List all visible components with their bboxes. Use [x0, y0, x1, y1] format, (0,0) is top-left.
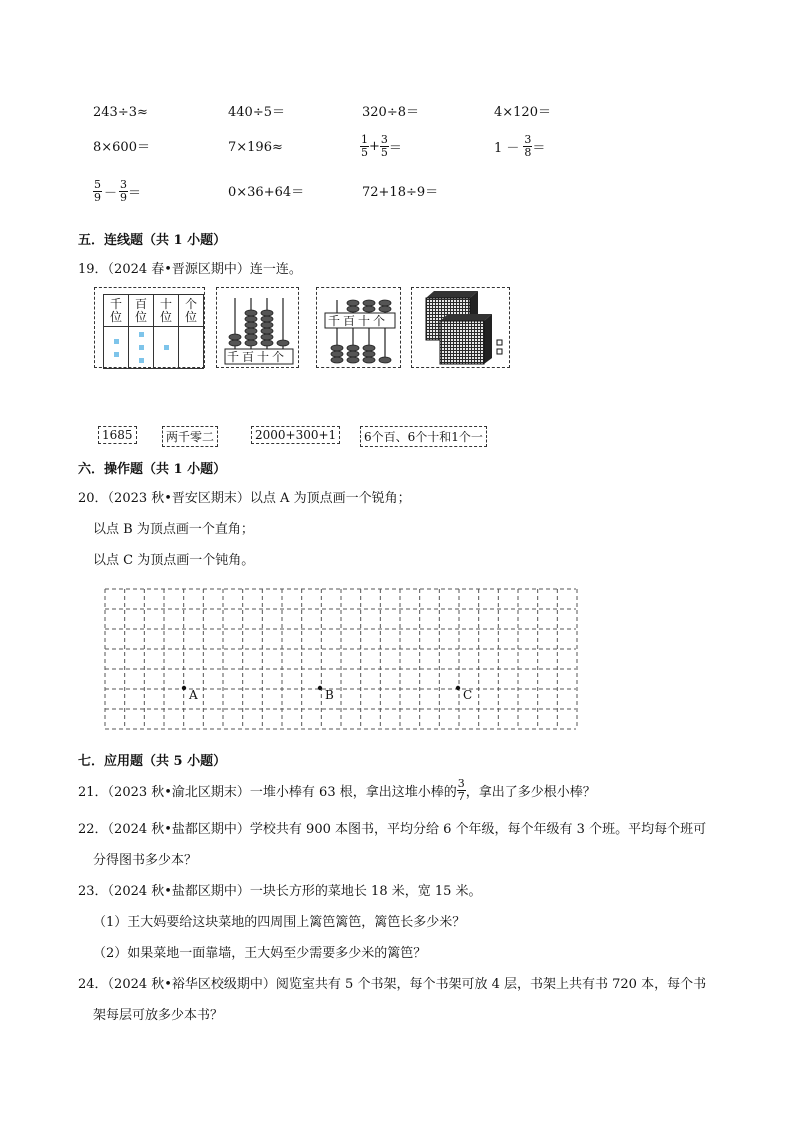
minuend: 1 － [494, 141, 520, 156]
calc-item: 243÷3≈ [93, 105, 148, 120]
question-20: 20．（2023 秋•晋安区期末）以点 A 为顶点画一个锐角； [78, 491, 411, 506]
equals: ＝ [532, 141, 546, 156]
pv-header-hundreds: 百 位 [129, 295, 154, 327]
question-23-sub: （2）如果菜地一面靠墙，王大妈至少需要多少米的篱笆？ [93, 946, 427, 961]
fraction [380, 134, 389, 159]
pv-header-thousands: 千 位 [104, 295, 129, 327]
equals: ＝ [388, 141, 402, 156]
option-label[interactable]: 6个百、6个十和1个一 [360, 426, 487, 447]
denominator: 5 [361, 146, 368, 159]
calc-item: 440÷5＝ [228, 105, 285, 120]
place-value-card [94, 287, 205, 368]
cube-blocks-card [411, 287, 510, 368]
option-label[interactable]: 1685 [98, 426, 137, 444]
fraction [119, 179, 128, 204]
section-heading: 七．应用题（共 5 小题） [78, 754, 227, 769]
pv-cell [104, 327, 129, 369]
denominator: 9 [120, 191, 128, 204]
place-value-table [103, 294, 204, 369]
pv-header-ones: 个 位 [179, 295, 204, 327]
pv-cell [179, 327, 204, 369]
calc-item: 72+18÷9＝ [362, 185, 439, 200]
section-heading: 六．操作题（共 1 小题） [78, 462, 227, 477]
question-19: 19．（2024 春•晋源区期中）连一连。 [78, 262, 302, 277]
question-21-text: ，拿出了多少根小棒？ [465, 785, 596, 800]
abacus-card [216, 287, 299, 368]
pv-cell [154, 327, 179, 369]
denominator: 8 [524, 146, 532, 159]
abacus-label: 千百十个 [328, 314, 389, 328]
question-21-text: 21．（2023 秋•渝北区期末）一堆小棒有 63 根，拿出这堆小棒的 [78, 785, 457, 800]
question-20-line: 以点 C 为顶点画一个钝角。 [93, 553, 255, 568]
question-20-line: 以点 B 为顶点画一个直角； [93, 522, 254, 537]
calc-item: 8×600＝ [93, 140, 150, 155]
numerator: 3 [457, 777, 465, 790]
section-heading: 五．连线题（共 1 小题） [78, 233, 227, 248]
calc-item: 320÷8＝ [362, 105, 419, 120]
fraction [360, 134, 369, 159]
point-b-label: B [325, 688, 334, 702]
question-23-sub: （1）王大妈要给这块菜地的四周围上篱笆篱笆，篱笆长多少米？ [93, 915, 466, 930]
calc-item: 4×120＝ [494, 105, 551, 120]
denominator: 9 [94, 191, 101, 204]
pv-cell [129, 327, 154, 369]
point-a [182, 686, 186, 690]
numerator: 5 [94, 178, 101, 191]
numerator: 3 [120, 178, 128, 191]
option-label[interactable]: 2000+300+1 [251, 426, 340, 444]
point-a-label: A [189, 688, 198, 702]
question-22-line: 分得图书多少本？ [93, 853, 198, 868]
numerator: 1 [361, 133, 368, 146]
option-label[interactable]: 两千零二 [162, 426, 218, 447]
question-24-line: 架每层可放多少本书？ [93, 1008, 224, 1023]
thousand-cubes-illustration [412, 288, 509, 367]
question-23: 23．（2024 秋•盐都区期中）一块长方形的菜地长 18 米，宽 15 米。 [78, 884, 482, 899]
question-22: 22．（2024 秋•盐都区期中）学校共有 900 本图书，平均分给 6 个年级，每个年级有 3 个班。平均每个班可 [78, 822, 707, 837]
numerator: 3 [524, 133, 532, 146]
numerator: 3 [380, 133, 388, 146]
operator: － [104, 186, 118, 201]
fraction [523, 134, 532, 159]
calc-fraction-item [494, 134, 545, 159]
fraction [93, 179, 102, 204]
abacus-label: 千百十个 [227, 350, 288, 364]
calc-item: 0×36+64＝ [228, 185, 305, 200]
denominator: 7 [457, 790, 465, 803]
calc-item: 7×196≈ [228, 140, 283, 155]
calc-fraction-item [360, 134, 402, 159]
denominator: 5 [380, 146, 388, 159]
dashed-grid[interactable] [104, 588, 578, 730]
pv-header-tens: 十 位 [154, 295, 179, 327]
point-c-label: C [463, 688, 473, 702]
calc-fraction-item [93, 179, 141, 204]
operator: + [369, 139, 380, 154]
question-24: 24．（2024 秋•裕华区校级期中）阅览室共有 5 个书架，每个书架可放 4 层，书架上共有书 720 本，每个书 [78, 977, 707, 992]
equals: ＝ [128, 186, 142, 201]
fraction [457, 778, 466, 803]
point-c [456, 686, 460, 690]
question-21 [78, 778, 596, 803]
point-b [318, 686, 322, 690]
abacus-card [316, 287, 401, 368]
